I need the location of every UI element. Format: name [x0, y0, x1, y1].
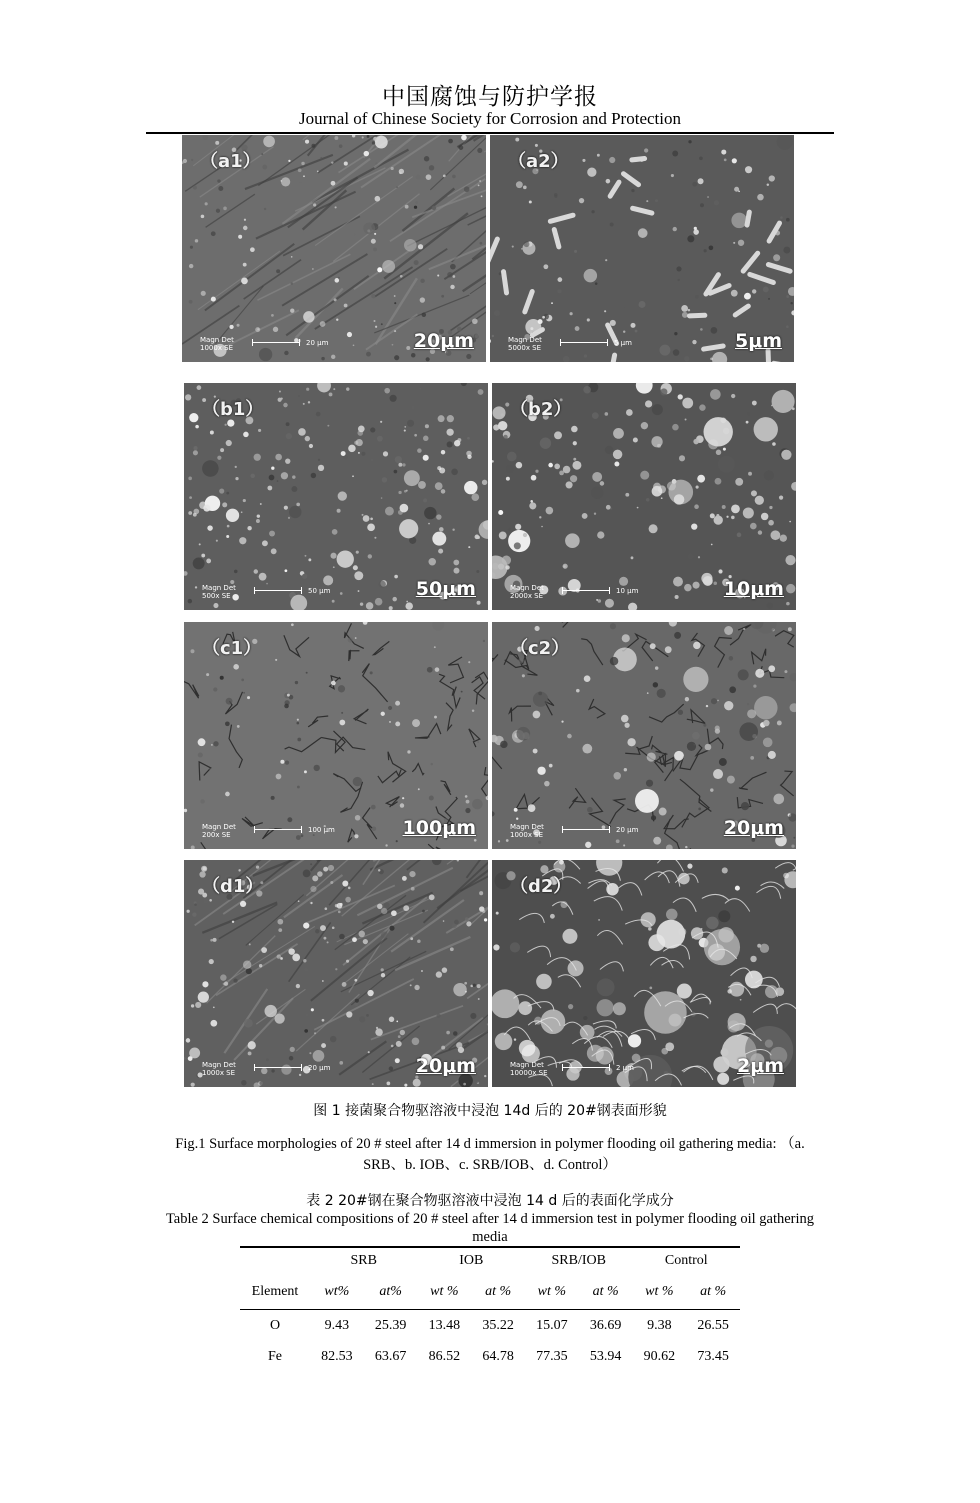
element-cell: O	[269, 1317, 281, 1333]
scale-bar-label: 2μm	[737, 1055, 784, 1077]
panel-label: （c2）	[510, 638, 570, 659]
micro-scale-bar	[560, 342, 608, 343]
composition-table	[240, 1246, 740, 1372]
scale-bar-label: 20μm	[415, 1055, 476, 1077]
instrument-meta: Magn Det 1000x SE	[200, 336, 234, 352]
sem-panel-d1	[184, 860, 488, 1087]
value-cell: 26.55	[697, 1317, 729, 1333]
sem-panel-a2	[490, 135, 794, 362]
scale-bar-label: 50μm	[415, 578, 476, 600]
sem-panel-b2	[492, 383, 796, 610]
instrument-meta: Magn Det 1000x SE	[510, 823, 544, 839]
value-cell: 15.07	[536, 1317, 568, 1333]
panel-label: （a2）	[508, 151, 569, 172]
scale-bar-label: 5μm	[735, 330, 782, 352]
value-cell: 63.67	[374, 1348, 407, 1364]
figure-caption-en: Fig.1 Surface morphologies of 20 # steel after 14 d immersion in polymer flooding oil gathering media: （a. SRB、b. IOB、c. SRB/IOB、d. Control）	[175, 1136, 805, 1173]
panel-label: （d1）	[202, 876, 264, 897]
value-cell: 13.48	[428, 1317, 461, 1333]
subheader-wt: wt%	[310, 1274, 364, 1310]
value-cell: 90.62	[643, 1348, 676, 1364]
figure-caption-cn: 图 1 接菌聚合物驱溶液中浸泡 14d 后的 20#钢表面形貌	[313, 1103, 667, 1119]
instrument-meta: Magn Det 2000x SE	[510, 584, 544, 600]
value-cell: 9.43	[324, 1317, 350, 1333]
scale-bar-label: 20μm	[723, 817, 784, 839]
table-row	[240, 1341, 740, 1372]
panel-label: （b1）	[202, 399, 264, 420]
panel-label: （d2）	[510, 876, 572, 897]
micro-scale-bar	[562, 829, 610, 830]
subheader-at: at %	[686, 1274, 740, 1310]
group-header-srb: SRB	[310, 1247, 418, 1274]
group-header-control: Control	[633, 1247, 741, 1274]
micro-scale-label: 50 μm	[308, 587, 331, 595]
micro-scale-label: 20 μm	[308, 1064, 331, 1072]
micro-scale-bar	[562, 590, 610, 591]
journal-title-cn: 中国腐蚀与防护学报	[382, 84, 598, 110]
panel-label: （a1）	[200, 151, 261, 172]
subheader-wt: wt %	[418, 1274, 472, 1310]
scale-bar-label: 10μm	[723, 578, 784, 600]
journal-title-en: Journal of Chinese Society for Corrosion and Protection	[299, 109, 681, 128]
subheader-at: at%	[364, 1274, 418, 1310]
value-cell: 35.22	[482, 1317, 514, 1333]
micro-scale-label: 10 μm	[616, 587, 639, 595]
header-rule	[146, 132, 834, 134]
value-cell: 82.53	[321, 1348, 353, 1364]
value-cell: 25.39	[374, 1317, 407, 1333]
panel-label: （c1）	[202, 638, 262, 659]
value-cell: 9.38	[647, 1317, 672, 1333]
micro-scale-label: 100 μm	[308, 826, 335, 834]
value-cell: 64.78	[482, 1348, 514, 1364]
table-subheader-row	[240, 1274, 740, 1310]
micro-scale-label: 5 μm	[614, 339, 632, 347]
subheader-at: at %	[579, 1274, 633, 1310]
group-header-srb-iob: SRB/IOB	[525, 1247, 633, 1274]
table-group-header-row	[240, 1247, 740, 1274]
micro-scale-label: 2 μm	[616, 1064, 634, 1072]
panel-label: （b2）	[510, 399, 572, 420]
micro-scale-bar	[252, 342, 300, 343]
table-cell	[240, 1247, 310, 1274]
sem-panel-a1	[182, 135, 486, 362]
scale-bar-label: 20μm	[413, 330, 474, 352]
value-cell: 77.35	[536, 1348, 568, 1364]
sem-panel-d2	[492, 860, 796, 1087]
sem-panel-b1	[184, 383, 488, 610]
micro-scale-label: 20 μm	[616, 826, 639, 834]
instrument-meta: Magn Det 200x SE	[202, 823, 236, 839]
micro-scale-label: 20 μm	[306, 339, 329, 347]
element-header: Element	[240, 1274, 310, 1310]
instrument-meta: Magn Det 1000x SE	[202, 1061, 236, 1077]
micro-scale-bar	[562, 1067, 610, 1068]
micro-scale-bar	[254, 1067, 302, 1068]
value-cell: 73.45	[697, 1348, 729, 1364]
sem-panel-c2	[492, 622, 796, 849]
instrument-meta: Magn Det 10000x SE	[510, 1061, 548, 1077]
instrument-meta: Magn Det 500x SE	[202, 584, 236, 600]
value-cell: 86.52	[428, 1348, 461, 1364]
micro-scale-bar	[254, 590, 302, 591]
micro-scale-bar	[254, 829, 302, 830]
scale-bar-label: 100μm	[402, 817, 476, 839]
subheader-at: at %	[471, 1274, 525, 1310]
instrument-meta: Magn Det 5000x SE	[508, 336, 542, 352]
element-cell: Fe	[268, 1348, 282, 1364]
value-cell: 36.69	[589, 1317, 622, 1333]
subheader-wt: wt %	[633, 1274, 687, 1310]
value-cell: 53.94	[589, 1348, 622, 1364]
subheader-wt: wt %	[525, 1274, 579, 1310]
group-header-iob: IOB	[418, 1247, 526, 1274]
table-row	[240, 1310, 740, 1342]
table-caption-cn: 表 2 20#钢在聚合物驱溶液中浸泡 14 d 后的表面化学成分	[306, 1193, 674, 1209]
sem-panel-c1	[184, 622, 488, 849]
table-caption-en: Table 2 Surface chemical compositions of 20 # steel after 14 d immersion test in polymer flooding oil gathering media	[165, 1211, 815, 1245]
